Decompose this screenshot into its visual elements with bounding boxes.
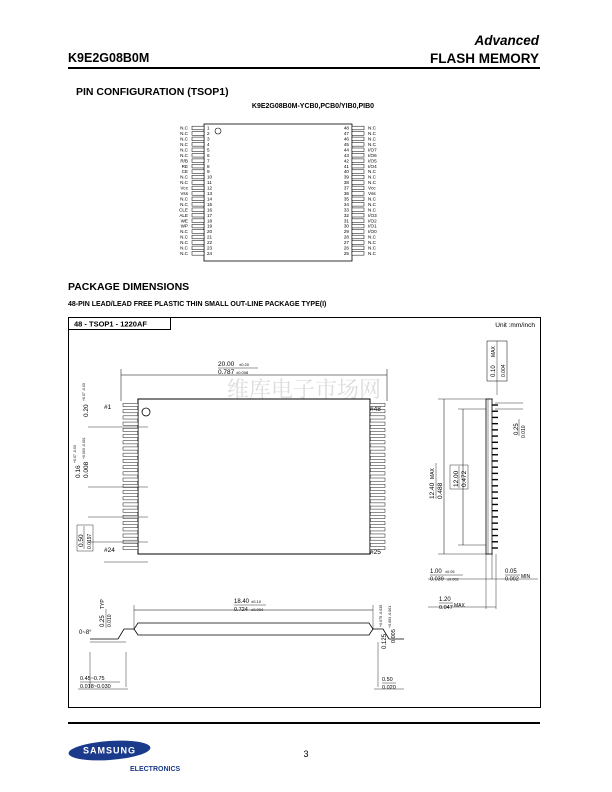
right-pin-name: N.C — [368, 240, 376, 246]
left-pin-lead — [192, 208, 204, 212]
left-pin-lead — [192, 186, 204, 190]
top-view-lead — [123, 490, 138, 493]
unit-label: Unit :mm/inch — [495, 322, 535, 329]
left-pin-lead — [192, 246, 204, 250]
right-pin-lead — [352, 213, 364, 217]
left-pin-name: N.C — [180, 240, 188, 246]
height-100-in: 0.039 — [430, 576, 444, 583]
top-view-lead — [370, 453, 385, 456]
svg-text:TYP: TYP — [100, 599, 106, 609]
top-view-lead — [123, 503, 138, 506]
standoff-in: 0.002 — [505, 576, 519, 583]
d025-mm: 0.25 — [514, 423, 520, 435]
pin1-label: #1 — [104, 404, 112, 411]
page-number: 3 — [303, 749, 309, 759]
left-pin-number: 13 — [207, 191, 213, 196]
top-view-lead — [123, 410, 138, 413]
top-view-lead — [123, 416, 138, 419]
right-pin-lead — [352, 246, 364, 250]
watermark: 维库电子市场网 — [226, 377, 382, 402]
pin1-dot — [142, 408, 150, 416]
left-pin-number: 3 — [207, 136, 210, 142]
package-top-view — [138, 399, 370, 554]
left-pin-lead — [192, 164, 204, 168]
left-pin-lead — [192, 235, 204, 239]
header-rule — [68, 67, 540, 69]
typ-in: 0.010 — [107, 614, 113, 627]
right-lead-profile — [373, 629, 404, 639]
top-view-lead — [370, 441, 385, 444]
svg-text:MAX: MAX — [491, 346, 497, 357]
svg-text:MIN: MIN — [521, 574, 531, 580]
top-view-lead — [123, 403, 138, 406]
right-pin-name: N.C — [368, 141, 376, 147]
svg-text:MAX: MAX — [430, 468, 436, 479]
package-drawing — [68, 317, 542, 709]
top-view-lead — [123, 534, 138, 537]
left-pin-number: 19 — [207, 223, 213, 229]
left-pin-number: 20 — [207, 229, 213, 235]
right-pin-lead — [352, 170, 364, 174]
top-view-lead — [123, 478, 138, 481]
left-pin-number: 15 — [207, 201, 213, 207]
left-pin-name: N.C — [180, 174, 188, 180]
right-pin-name: I/O1 — [368, 223, 377, 229]
left-pin-lead — [192, 181, 204, 185]
left-pin-number: 6 — [207, 152, 210, 158]
left-pin-number: 11 — [207, 180, 212, 186]
top-view-lead — [370, 540, 385, 543]
right-pin-number: 35 — [343, 196, 349, 202]
top-view-lead — [123, 522, 138, 525]
svg-text:±0.05: ±0.05 — [445, 570, 455, 574]
left-pin-name: N.C — [180, 141, 188, 147]
d025-in: 0.010 — [521, 425, 527, 438]
package-dim-title: PACKAGE DIMENSIONS — [68, 281, 190, 293]
left-pin-name: N.C — [180, 245, 188, 251]
left-pin-name: N.C — [180, 234, 188, 240]
svg-text:±0.20: ±0.20 — [239, 362, 249, 367]
left-pin-lead — [192, 148, 204, 152]
foot-length-mm: 0.45~0.75 — [80, 676, 105, 682]
left-pin-number: 12 — [207, 185, 213, 191]
left-pin-lead — [192, 132, 204, 136]
top-view-lead — [370, 472, 385, 475]
svg-text:+0.07 -0.03: +0.07 -0.03 — [73, 445, 77, 463]
left-pin-number: 10 — [207, 174, 213, 180]
right-pin-lead — [352, 181, 364, 185]
left-pin-name: N.C — [180, 125, 188, 131]
flatness-in: 0.004 — [501, 364, 507, 377]
right-pin-name: N.C — [368, 234, 376, 240]
right-pin-number: 31 — [343, 218, 349, 224]
left-pin-lead — [192, 153, 204, 157]
pin-config-title: PIN CONFIGURATION (TSOP1) — [76, 86, 229, 98]
left-pin-lead — [192, 159, 204, 163]
right-pin-name: N.C — [368, 125, 376, 131]
lead-thk-in: 0.005 — [391, 629, 397, 643]
right-pin-lead — [352, 197, 364, 201]
body-mm: 18.40 — [234, 599, 250, 605]
package-dim-subtitle: 48-PIN LEAD/LEAD FREE PLASTIC THIN SMALL OUT-LINE PACKAGE TYPE(I) — [68, 301, 327, 308]
right-pin-lead — [352, 235, 364, 239]
right-pin-number: 29 — [343, 229, 349, 235]
left-pin-number: 21 — [207, 234, 213, 240]
top-view-lead — [123, 472, 138, 475]
width-mm: 20.00 — [218, 361, 235, 368]
left-pin-name: RE — [181, 163, 188, 169]
left-pin-number: 24 — [207, 250, 213, 256]
pin25-label: #25 — [370, 549, 381, 556]
left-pin-lead — [192, 213, 204, 217]
logo-subtext: ELECTRONICS — [130, 766, 181, 773]
right-pin-number: 41 — [343, 163, 349, 169]
right-pin-name: I/O5 — [368, 158, 377, 164]
left-pin-lead — [192, 224, 204, 228]
right-pin-name: I/O0 — [368, 229, 377, 235]
right-pin-lead — [352, 186, 364, 190]
right-pin-number: 26 — [343, 245, 349, 251]
lead-angle: 0~8° — [79, 630, 92, 636]
right-pin-name: N.C — [368, 201, 376, 207]
right-pin-number: 45 — [343, 141, 349, 147]
top-view-lead — [370, 509, 385, 512]
right-pin-number: 30 — [343, 223, 349, 229]
left-pin-lead — [192, 203, 204, 207]
right-pin-lead — [352, 175, 364, 179]
side-view-body — [486, 399, 492, 554]
left-pin-name: WP — [180, 223, 188, 229]
header-advanced: Advanced — [474, 33, 539, 48]
right-pin-lead — [352, 203, 364, 207]
header-flash-memory: FLASH MEMORY — [430, 51, 539, 66]
left-pin-number: 17 — [207, 212, 213, 218]
pin-diagram — [150, 118, 420, 266]
top-view-lead — [370, 422, 385, 425]
right-pin-number: 27 — [343, 240, 349, 246]
right-pin-lead — [352, 148, 364, 152]
typ-mm: 0.25 — [100, 615, 106, 627]
lead-width-top: 0.20 — [83, 404, 90, 417]
top-view-lead — [370, 528, 385, 531]
lead-width-in: 0.008 — [83, 461, 90, 478]
left-pin-lead — [192, 219, 204, 223]
right-pin-number: 28 — [343, 234, 349, 240]
right-pin-lead — [352, 252, 364, 256]
right-pin-name: N.C — [368, 131, 376, 137]
left-pin-name: N.C — [180, 147, 188, 153]
pitch-in: 0.0197 — [87, 533, 93, 549]
chip-body — [204, 124, 352, 261]
left-pin-name: ALE — [179, 212, 188, 218]
right-pin-name: N.C — [368, 174, 376, 180]
top-view-lead — [370, 416, 385, 419]
foot2-in: 0.020 — [382, 685, 396, 691]
left-pin-number: 8 — [207, 163, 210, 169]
top-view-lead — [370, 459, 385, 462]
right-pin-lead — [352, 153, 364, 157]
right-pin-lead — [352, 159, 364, 163]
left-pin-name: N.C — [180, 250, 188, 256]
top-view-lead — [123, 546, 138, 549]
footer-rule — [68, 722, 540, 724]
length-max-mm: 12.40 — [429, 482, 436, 499]
box-title: 48 - TSOP1 - 1220AF — [74, 319, 147, 329]
lead-thk-mm: 0.125 — [382, 633, 388, 649]
top-view-lead — [370, 522, 385, 525]
left-pin-name: N.C — [180, 131, 188, 137]
right-pin-number: 25 — [343, 250, 349, 256]
foot-length-in: 0.018~0.030 — [80, 684, 111, 690]
top-view-lead — [370, 466, 385, 469]
top-view-lead — [123, 497, 138, 500]
left-pin-lead — [192, 192, 204, 196]
left-pin-number: 22 — [207, 240, 213, 246]
top-view-right-leads — [370, 403, 385, 549]
length-mm: 12.00 — [453, 470, 460, 487]
flatness-mm: 0.10 — [491, 365, 497, 377]
top-view-lead — [370, 515, 385, 518]
top-view-lead — [123, 422, 138, 425]
length-in: 0.472 — [461, 470, 468, 487]
right-pin-name: N.C — [368, 207, 376, 213]
right-pin-number: 43 — [343, 152, 349, 158]
right-pin-number: 46 — [343, 136, 349, 142]
left-pin-lead — [192, 170, 204, 174]
right-pin-name: N.C — [368, 196, 376, 202]
svg-text:±0.002: ±0.002 — [447, 577, 459, 582]
right-pin-name: I/O4 — [368, 163, 377, 169]
right-pin-lead — [352, 164, 364, 168]
right-pin-lead — [352, 208, 364, 212]
left-pins — [179, 126, 212, 256]
right-pin-name: I/O2 — [368, 218, 377, 224]
svg-text:±0.008: ±0.008 — [236, 370, 249, 375]
left-pin-number: 2 — [207, 131, 210, 137]
right-pin-number: 36 — [343, 191, 349, 196]
left-pin-name: N.C — [180, 201, 188, 207]
right-pin-number: 33 — [343, 207, 349, 213]
part-number: K9E2G08B0M — [68, 51, 150, 65]
left-pin-number: 5 — [207, 147, 210, 153]
left-pin-lead — [192, 126, 204, 130]
left-pin-name: Vcc — [180, 185, 188, 191]
pin48-label: #48 — [370, 406, 381, 413]
top-view-lead — [370, 534, 385, 537]
svg-text:+0.003 -0.001: +0.003 -0.001 — [82, 437, 86, 459]
left-pin-name: N.C — [180, 136, 188, 142]
right-pin-name: I/O6 — [368, 152, 377, 158]
right-pin-number: 40 — [343, 169, 349, 175]
right-pin-name: N.C — [368, 245, 376, 251]
top-view-lead — [123, 447, 138, 450]
svg-text:+0.07 -0.03: +0.07 -0.03 — [82, 383, 86, 401]
right-pin-number: 39 — [343, 174, 349, 180]
pin24-label: #24 — [104, 547, 115, 554]
right-pin-lead — [352, 219, 364, 223]
top-view-lead — [123, 540, 138, 543]
left-pin-number: 4 — [207, 141, 210, 147]
right-pin-name: Vss — [368, 191, 376, 196]
left-pin-name: R/B — [180, 158, 188, 164]
svg-text:±0.004: ±0.004 — [251, 607, 264, 612]
length-max-in: 0.488 — [437, 482, 444, 499]
top-view-left-leads — [123, 403, 138, 549]
top-view-lead — [123, 428, 138, 431]
right-pin-number: 48 — [343, 125, 349, 131]
right-pin-lead — [352, 143, 364, 147]
right-pin-name: N.C — [368, 180, 376, 186]
side-view-leads — [492, 405, 498, 548]
right-pin-lead — [352, 241, 364, 245]
left-pin-name: N.C — [180, 196, 188, 202]
svg-text:+0.003 -0.001: +0.003 -0.001 — [388, 605, 392, 628]
left-pin-name: CE — [181, 169, 188, 175]
left-pin-lead — [192, 252, 204, 256]
left-pin-lead — [192, 143, 204, 147]
svg-text:±0.10: ±0.10 — [251, 599, 261, 604]
top-view-lead — [370, 447, 385, 450]
svg-text:MAX: MAX — [454, 603, 465, 609]
standoff-mm: 0.05 — [505, 569, 517, 575]
right-pin-name: N.C — [368, 250, 376, 256]
pitch-mm: 0.50 — [78, 534, 85, 547]
svg-text:+0.075 -0.035: +0.075 -0.035 — [379, 604, 383, 627]
right-pin-number: 42 — [343, 158, 349, 164]
logo-text: SAMSUNG — [82, 745, 137, 756]
top-view-lead — [370, 503, 385, 506]
top-view-lead — [370, 428, 385, 431]
left-pin-name: CLE — [179, 207, 188, 213]
height-100-mm: 1.00 — [430, 569, 442, 575]
left-pin-number: 16 — [207, 207, 213, 213]
top-view-lead — [370, 478, 385, 481]
top-view-lead — [123, 509, 138, 512]
top-view-lead — [123, 434, 138, 437]
right-pin-name: I/O3 — [368, 212, 377, 218]
top-view-lead — [370, 497, 385, 500]
right-pin-name: N.C — [368, 169, 376, 175]
right-pin-number: 47 — [343, 131, 349, 137]
left-pin-name: N.C — [180, 180, 188, 186]
right-pin-number: 37 — [343, 185, 349, 191]
top-view-lead — [370, 434, 385, 437]
body-in: 0.724 — [234, 607, 248, 613]
top-view-lead — [123, 466, 138, 469]
height-120-mm: 1.20 — [439, 597, 451, 603]
height-120-in: 0.047 — [439, 605, 453, 611]
right-pin-name: I/O7 — [368, 147, 377, 153]
left-pin-name: N.C — [180, 229, 188, 235]
right-pin-lead — [352, 230, 364, 234]
right-pin-lead — [352, 132, 364, 136]
left-pin-number: 1 — [207, 125, 210, 131]
left-pin-number: 9 — [207, 169, 210, 175]
left-pin-lead — [192, 230, 204, 234]
pin1-marker — [215, 128, 221, 134]
left-pin-number: 23 — [207, 245, 213, 251]
right-pin-lead — [352, 224, 364, 228]
left-pin-name: N.C — [180, 152, 188, 158]
right-pin-lead — [352, 192, 364, 196]
top-view-lead — [370, 484, 385, 487]
left-pin-name: WE — [180, 218, 188, 224]
right-pin-lead — [352, 126, 364, 130]
right-pin-lead — [352, 137, 364, 141]
lead-width-mm: 0.16 — [75, 465, 82, 478]
right-pin-number: 34 — [343, 201, 349, 207]
right-pin-number: 38 — [343, 180, 349, 186]
left-pin-number: 7 — [207, 158, 210, 164]
left-pin-name: Vss — [180, 191, 188, 196]
left-pin-number: 18 — [207, 218, 213, 224]
left-pin-lead — [192, 137, 204, 141]
right-pin-name: N.C — [368, 136, 376, 142]
top-view-lead — [123, 441, 138, 444]
foot2-mm: 0.50 — [382, 677, 393, 683]
left-pin-lead — [192, 175, 204, 179]
top-view-lead — [123, 459, 138, 462]
left-pin-lead — [192, 241, 204, 245]
left-lead-profile — [90, 629, 134, 639]
device-label: K9E2G08B0M-YCB0,PCB0/YIB0,PIB0 — [251, 103, 375, 110]
top-view-lead — [123, 528, 138, 531]
top-view-lead — [370, 490, 385, 493]
left-pin-lead — [192, 197, 204, 201]
right-pin-name: Vcc — [368, 185, 376, 191]
right-pin-number: 32 — [343, 212, 349, 218]
side-profile-body — [134, 623, 373, 635]
width-in: 0.787 — [218, 369, 235, 376]
right-pin-number: 44 — [343, 147, 349, 153]
top-view-lead — [123, 453, 138, 456]
drawing-frame — [69, 318, 541, 708]
right-pins — [344, 126, 377, 256]
left-pin-number: 14 — [207, 196, 213, 202]
